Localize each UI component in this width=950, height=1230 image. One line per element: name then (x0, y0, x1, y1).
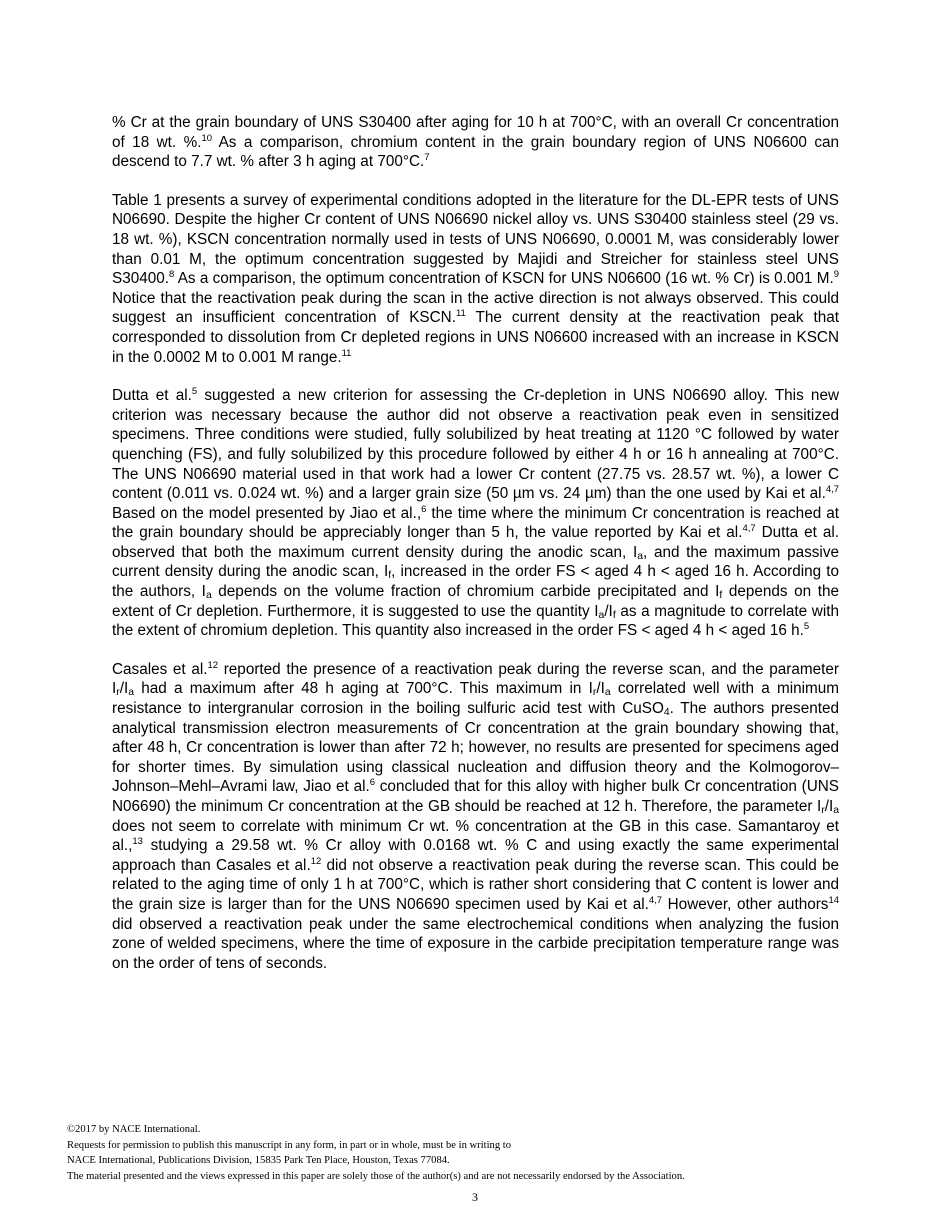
text-run: correlated well with a minimum resistance to intergranular corrosion in the boiling sulfuric acid test with CuSO (112, 680, 840, 718)
citation-superscript: 11 (341, 347, 352, 359)
subscript: a (205, 590, 212, 602)
paragraph (112, 113, 839, 172)
citation-superscript: 4,7 (742, 523, 756, 535)
text-run: depends on the extent of Cr depletion. Furthermore, it is suggested to use the quantity I (112, 583, 839, 620)
text-run: suggested a new criterion for assessing the Cr-depletion in UNS N06690 alloy. This new criterion was necessary because the author did not observe a reactivation peak even in sensitized specimens. Three conditions were studied, fully solubilized by heat treating at 1120 °C followed by water quenching (FS), and fully solubilized by this procedure followed by either 4 h or 16 h annealing at 700°C. The UNS N06690 material used in that work had a lower Cr content (27.75 vs. 28.57 wt. %), a lower C content (0.011 vs. 0.024 wt. %) and a larger grain size (50 µm vs. 24 µm) than the one used by Kai et al. (112, 387, 839, 503)
citation-superscript: 5 (803, 621, 810, 633)
text-run: , increased in the order FS < aged 4 h < aged 16 h. According to the authors, I (112, 563, 839, 601)
citation-superscript: 10 (201, 132, 213, 144)
text-run: the time where the minimum Cr concentration is reached at the grain boundary should be appreciably longer than 5 h, the value reported by Kai et al. (112, 504, 840, 542)
subscript: f (388, 570, 392, 582)
subscript: f (719, 590, 723, 602)
text-run: Based on the model presented by Jiao et al., (112, 504, 422, 522)
citation-superscript: 7 (424, 152, 430, 164)
text-run: /I (604, 602, 613, 620)
text-run: reported the presence of a reactivation peak during the reverse scan, and the parameter I (112, 660, 839, 698)
footer (67, 1122, 887, 1184)
subscript: r (592, 687, 597, 699)
text-run: As a comparison, chromium content in the grain boundary region of UNS N06600 can descend to 7.7 wt. % after 3 h aging at 700°C. (112, 133, 839, 171)
citation-superscript: 12 (310, 855, 322, 867)
paragraph (112, 191, 839, 367)
text-run: . The authors presented analytical transmission electron measurements of Cr concentration at the grain boundary showing that, after 48 h, Cr concentration is lower than after 72 h; however, no results are presented for specimens aged for shorter times. By simulation using classical nucleation and diffusion theory and the Kolmogorov–Johnson–Mehl–Avrami law, Jiao et al. (112, 700, 839, 796)
citation-superscript: 9 (833, 269, 839, 281)
citation-superscript: 6 (369, 777, 376, 789)
subscript: a (128, 687, 134, 699)
citation-superscript: 13 (132, 836, 143, 848)
paragraph (112, 386, 839, 641)
page-number: 3 (472, 1190, 478, 1204)
text-run: % Cr at the grain boundary of UNS S30400 after aging for 10 h at 700°C, with an overall Cr concentration of 18 wt. %. (112, 114, 839, 151)
footer-copyright: ©2017 by NACE International. (67, 1124, 201, 1135)
paragraph (112, 660, 839, 974)
text-run: depends on the volume fraction of chromium carbide precipitated and I (211, 583, 720, 601)
text-run: does not seem to correlate with minimum Cr wt. % concentration at the GB in this case. Samantaroy et al., (112, 817, 839, 855)
footer-address: NACE International, Publications Division, 15835 Park Ten Place, Houston, Texas 77084. (67, 1155, 450, 1167)
text-run: The current density at the reactivation peak that corresponded to dissolution from Cr depleted regions in UNS N06600 increased with an increase in KSCN in the 0.0002 M to 0.001 M range. (112, 309, 839, 366)
citation-superscript: 8 (169, 269, 175, 281)
subscript: 4 (663, 707, 670, 719)
footer-disclaimer: The material presented and the views expressed in this paper are solely those of the author(s) and are not necessarily endorsed by the Association. (67, 1170, 685, 1182)
subscript: r (116, 687, 120, 699)
text-run: As a comparison, the optimum concentration of KSCN for UNS N06600 (16 wt. % Cr) is 0.001 M. (174, 270, 834, 288)
text-run: Notice that the reactivation peak during the scan in the active direction is not always observed. This could suggest an insufficient concentration of KSCN. (112, 289, 839, 327)
text-run: did observed a reactivation peak under the same electrochemical conditions when analyzing the fusion zone of welded specimens, where the time of exposure in the carbide precipitation temperature range was on the order of tens of seconds. (112, 915, 839, 972)
subscript: a (637, 550, 643, 562)
subscript: a (833, 805, 839, 817)
text-run: studying a 29.58 wt. % Cr alloy with 0.0168 wt. % C and using exactly the same experimental approach than Casales et al. (112, 837, 839, 874)
text-run: Table 1 presents a survey of experimental conditions adopted in the literature for the DL-EPR tests of UNS N06690. Despite the higher Cr content of UNS N06690 nickel alloy vs. UNS S30400 stainless steel (29 vs. 18 wt. %), KSCN concentration normally used in tests of UNS N06690, 0.0001 M, was considerably lower than 0.01 M, the optimum concentration suggested by Majidi and Streicher for stainless steel UNS S30400. (112, 191, 839, 288)
footer-permission: Requests for permission to publish this manuscript in any form, in part or in whole, must be in writing to (67, 1139, 512, 1151)
text-run: However, other authors (662, 895, 829, 913)
text-run: /I (596, 680, 605, 698)
subscript: a (604, 687, 611, 699)
citation-superscript: 5 (191, 386, 198, 398)
citation-superscript: 11 (455, 308, 466, 320)
text-run: Dutta et al. observed that both the maximum current density during the anodic scan, I (112, 524, 839, 561)
text-run: Dutta et al. (112, 387, 192, 405)
text-run: /I (119, 680, 129, 698)
text-run: /I (824, 798, 834, 815)
citation-superscript: 4,7 (648, 895, 663, 907)
subscript: f (612, 609, 616, 621)
text-run: Casales et al. (112, 660, 208, 678)
citation-superscript: 14 (828, 895, 839, 907)
body-text (112, 113, 839, 992)
text-run: had a maximum after 48 h aging at 700°C. This maximum in I (134, 680, 593, 698)
text-run: did not observe a reactivation peak during the reverse scan. This could be related to the aging time of only 1 h at 700°C, which is rather short considering that C content is lower and the grain size is larger than for the UNS N06690 specimen used by Kai et al. (112, 856, 839, 913)
subscript: r (821, 805, 825, 817)
text-run: concluded that for this alloy with higher bulk Cr concentration (UNS N06690) the minimum Cr concentration at the GB should be reached at 12 h. Therefore, the parameter I (112, 778, 840, 815)
text-run: , and the maximum passive current density during the anodic scan, I (112, 543, 839, 581)
citation-superscript: 12 (207, 659, 219, 671)
text-run: as a magnitude to correlate with the extent of chromium depletion. This quantity also increased in the order FS < aged 4 h < aged 16 h. (112, 602, 839, 640)
citation-superscript: 4,7 (825, 484, 839, 496)
subscript: a (598, 609, 605, 621)
citation-superscript: 6 (421, 503, 427, 515)
